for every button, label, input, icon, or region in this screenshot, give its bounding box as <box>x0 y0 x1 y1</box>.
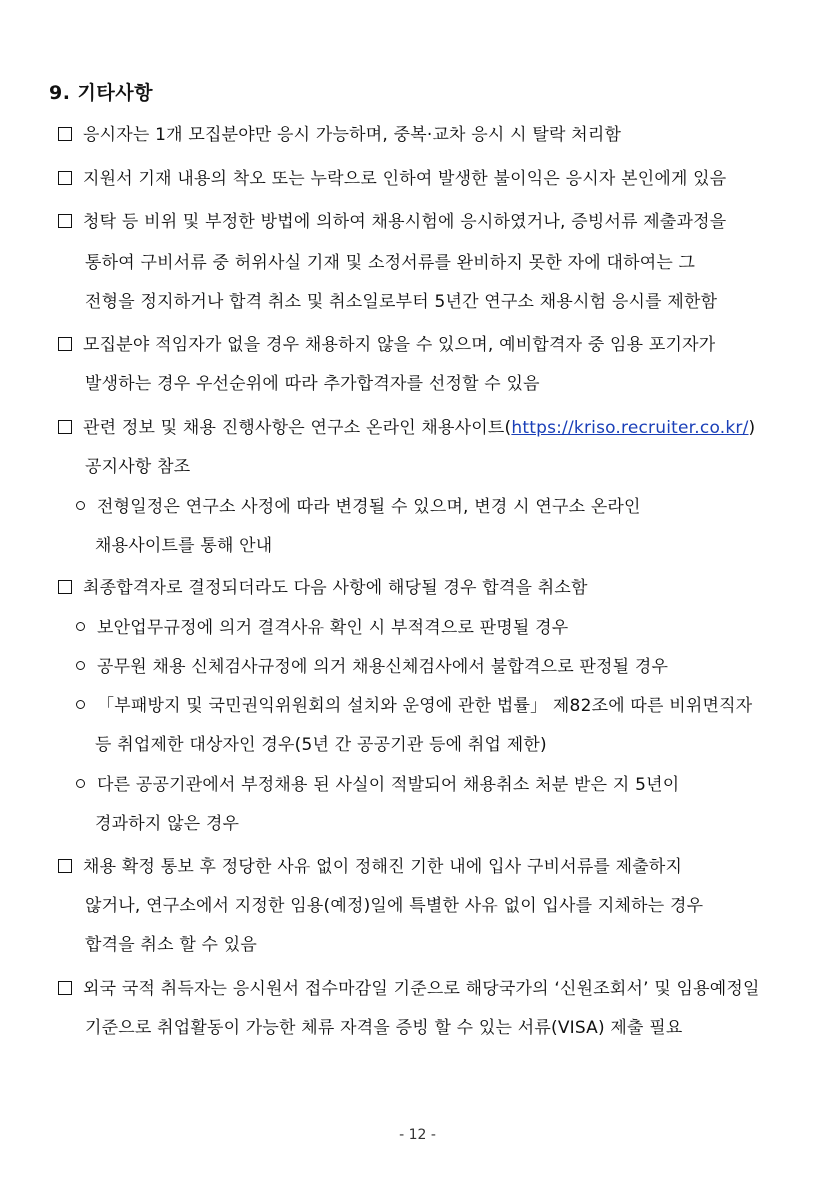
sub-item <box>76 657 668 677</box>
checkbox-bullet-icon <box>58 214 72 228</box>
sub-item-continuation: 채용사이트를 통해 안내 <box>95 536 273 556</box>
notice-item <box>58 169 726 189</box>
notice-item <box>58 335 715 355</box>
item-text: 외국 국적 취득자는 응시원서 접수마감일 기준으로 해당국가의 ‘신원조회서’ 및 임용예정일 <box>83 979 760 999</box>
circle-bullet-icon <box>76 501 85 510</box>
circle-bullet-icon <box>76 700 85 709</box>
item-text: 관련 정보 및 채용 진행사항은 연구소 온라인 채용사이트( <box>83 418 512 438</box>
item-continuation: 합격을 취소 할 수 있음 <box>85 935 258 955</box>
sub-item-continuation: 등 취업제한 대상자인 경우(5년 간 공공기관 등에 취업 제한) <box>95 735 547 755</box>
section-title: 9. 기타사항 <box>49 82 153 104</box>
item-continuation: 전형을 정지하거나 합격 취소 및 취소일로부터 5년간 연구소 채용시험 응시를 제한함 <box>85 292 718 312</box>
recruit-site-link[interactable]: https://kriso.recruiter.co.kr/ <box>511 418 749 438</box>
notice-item <box>58 418 755 438</box>
sub-item-text: 보안업무규정에 의거 결격사유 확인 시 부적격으로 판명될 경우 <box>97 618 569 638</box>
circle-bullet-icon <box>76 622 85 631</box>
sub-item-text: 다른 공공기관에서 부정채용 된 사실이 적발되어 채용취소 처분 받은 지 5년이 <box>97 775 680 795</box>
sub-item-continuation: 경과하지 않은 경우 <box>95 814 240 834</box>
checkbox-bullet-icon <box>58 859 72 873</box>
circle-bullet-icon <box>76 779 85 788</box>
page-number: - 12 - <box>399 1127 436 1143</box>
item-text: 청탁 등 비위 및 부정한 방법에 의하여 채용시험에 응시하였거나, 증빙서류 제출과정을 <box>83 212 727 232</box>
sub-item-text: 「부패방지 및 국민권익위원회의 설치와 운영에 관한 법률」 제82조에 따른 비위면직자 <box>97 696 753 716</box>
sub-item <box>76 618 568 638</box>
sub-item <box>76 696 752 716</box>
circle-bullet-icon <box>76 661 85 670</box>
sub-item-text: 전형일정은 연구소 사정에 따라 변경될 수 있으며, 변경 시 연구소 온라인 <box>97 497 641 517</box>
item-continuation: 통하여 구비서류 중 허위사실 기재 및 소정서류를 완비하지 못한 자에 대하여는 그 <box>85 253 696 273</box>
notice-item <box>58 212 726 232</box>
item-continuation: 않거나, 연구소에서 지정한 임용(예정)일에 특별한 사유 없이 입사를 지체하는 경우 <box>85 896 704 916</box>
checkbox-bullet-icon <box>58 337 72 351</box>
checkbox-bullet-icon <box>58 420 72 434</box>
item-continuation: 공지사항 참조 <box>85 457 191 477</box>
notice-item <box>58 857 682 877</box>
checkbox-bullet-icon <box>58 171 72 185</box>
checkbox-bullet-icon <box>58 127 72 141</box>
item-continuation: 기준으로 취업활동이 가능한 체류 자격을 증빙 할 수 있는 서류(VISA) 제출 필요 <box>85 1018 683 1038</box>
item-text-suffix: ) <box>748 418 756 438</box>
sub-item <box>76 775 679 795</box>
notice-item <box>58 979 760 999</box>
item-continuation: 발생하는 경우 우선순위에 따라 추가합격자를 선정할 수 있음 <box>85 374 540 394</box>
item-text: 응시자는 1개 모집분야만 응시 가능하며, 중복·교차 응시 시 탈락 처리함 <box>83 125 622 145</box>
sub-item <box>76 497 641 517</box>
checkbox-bullet-icon <box>58 981 72 995</box>
item-text: 모집분야 적임자가 없을 경우 채용하지 않을 수 있으며, 예비합격자 중 임용 포기자가 <box>83 335 716 355</box>
item-text: 최종합격자로 결정되더라도 다음 사항에 해당될 경우 합격을 취소함 <box>83 578 588 598</box>
notice-item <box>58 578 588 598</box>
item-text: 채용 확정 통보 후 정당한 사유 없이 정해진 기한 내에 입사 구비서류를 제출하지 <box>83 857 683 877</box>
notice-item <box>58 125 621 145</box>
sub-item-text: 공무원 채용 신체검사규정에 의거 채용신체검사에서 불합격으로 판정될 경우 <box>97 657 669 677</box>
checkbox-bullet-icon <box>58 580 72 594</box>
item-text: 지원서 기재 내용의 착오 또는 누락으로 인하여 발생한 불이익은 응시자 본인에게 있음 <box>83 169 727 189</box>
